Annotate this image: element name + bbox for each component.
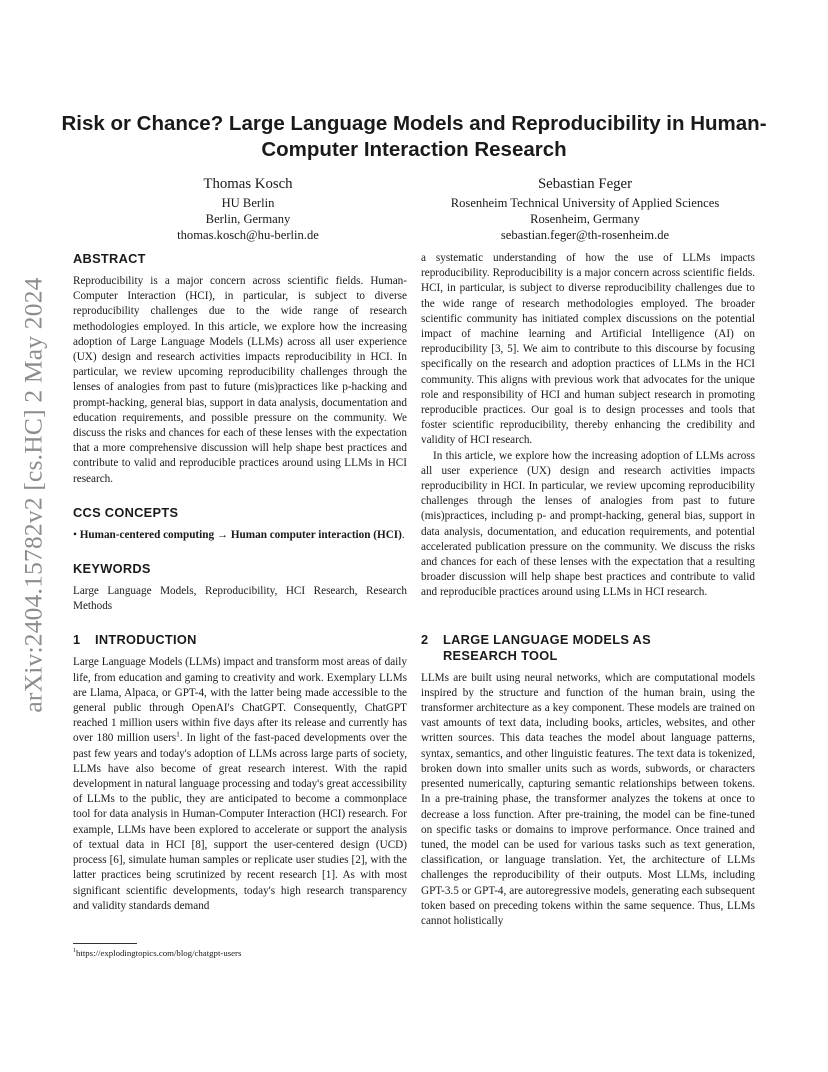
keywords-heading: KEYWORDS	[73, 561, 151, 577]
author-name: Sebastian Feger	[537, 176, 633, 192]
ccs-arrow: →	[216, 528, 229, 541]
ccs-period: .	[401, 528, 405, 541]
footnote-rule	[73, 943, 137, 944]
right-column	[421, 251, 755, 929]
footnote-link[interactable]: https://explodingtopics.com/blog/chatgpt-users	[76, 948, 242, 958]
author-location: Berlin, Germany	[205, 212, 291, 226]
abstract-text: Reproducibility is a major concern across scientific fields. Human-Computer Interaction (HCI), in particular, is subject to diverse reproducibility challenges due to the wide range of research methodologies employed. In this article, we explore how the increasing adoption of Large Language Models (LLMs) across all user experience (UX) design and research activities impacts reproducibility in HCI. In particular, we review upcoming reproducibility challenges through the lenses of analogies from past to future (mis)practices like p-hacking and prompt-hacking, general bias, support in data analysis, documentation and education requirements, and possible pressure on the community. We discuss the risks and chances for each of these lenses with the expectation that a more comprehensive discussion will help shape best practices and contribute to valid and reproducible practices around using LLMs in HCI research.	[73, 275, 407, 485]
introduction-heading	[73, 632, 407, 648]
author-email: thomas.kosch@hu-berlin.de	[177, 228, 319, 242]
keywords-text: Large Language Models, Reproducibility, HCI Research, Research Methods	[73, 585, 407, 613]
arxiv-identifier-text: arXiv:2404.15782v2 [cs.HC] 2 May 2024	[19, 277, 48, 713]
ccs-heading: CCS CONCEPTS	[73, 504, 179, 520]
section-number: 1	[73, 632, 81, 648]
ccs-subconcept: Human computer interaction (HCI)	[230, 528, 402, 541]
author-affiliation: HU Berlin	[221, 196, 275, 210]
footnote	[73, 948, 241, 959]
author-name: Thomas Kosch	[203, 176, 293, 192]
abstract-heading: ABSTRACT	[73, 251, 146, 266]
footnote-number: 1	[73, 948, 76, 955]
left-column	[73, 251, 407, 914]
section-number: 2	[421, 631, 429, 647]
section-2-paragraph: LLMs are built using neural networks, which are computational models inspired by the structure and function of the human brain, using the transformer architecture as a key component. These models are trained on vast amounts of text data, including books, articles, websites, and other written sources. This data teaches the model about language patterns, syntax, semantics, and other linguistic features. The text data is tokenized, broken down into smaller units such as words, subwords, or characters presented numerically, capturing semantic relationships between tokens. In a pre-training phase, the transformer analyzes the tokens at once to decrease a loss function. After pre-training, the model can be fine-tuned on specific tasks or domains to improve performance. Once trained and tuned, the model can be used for various tasks such as text generation, classification, or language translation. Yet, the architecture of LLMs challenges the reproducibility of their outputs. Most LLMs, including GPT-3.5 or GPT-4, are autoregressive models, generating each subsequent token based on preceding tokens within the same sequence. Thus, LLMs cannot holistically	[421, 671, 755, 927]
author-location: Rosenheim, Germany	[530, 212, 640, 226]
author-block	[420, 175, 750, 243]
author-block	[120, 175, 376, 243]
author-affiliation: Rosenheim Technical University of Applied Sciences	[450, 196, 720, 210]
section-title-line-2: RESEARCH TOOL	[443, 647, 558, 663]
ccs-concept: Human-centered computing	[79, 528, 215, 541]
introduction-paragraph: In this article, we explore how the increasing adoption of LLMs across all user experience (UX) design and research activities impacts reproducibility in HCI. In particular, we review upcoming reproducibility challenges through the lenses of analogies from past to future (mis)practices, including p- and prompt-hacking, general bias, support in data analysis, documentation, and education requirements, and potential accelerated publication pressure on the community. We discuss the risks and chances for each of these lenses with the expectation that a resulting broader discussion will help shape best practices and contribute to valid and reproducible practices around using LLMs in HCI research.	[421, 449, 755, 599]
introduction-paragraph-continued: a systematic understanding of how the use of LLMs impacts reproducibility. Reproducibility is a major concern across scientific fields. HCI, in particular, is subject to diverse reproducibility challenges due to the wide range of research methodologies employed. The broader scientific community has initiated complex discussions on the potential impact of machine learning and Artificial Intelligence (AI) on reproducibility [3, 5]. We aim to contribute to this discourse by focusing specifically on the research and adoption practices of LLMs in the HCI community. This aligns with previous work that advocates for the unique role and responsibility of HCI and human subject research in promoting reproducible practices. Our goal is to design processes and tools that foster scientific reproducibility, thereby enhancing the credibility and validity of HCI research.	[421, 252, 755, 447]
arxiv-identifier	[6, 260, 62, 730]
ccs-bullet: •	[73, 528, 77, 541]
author-email: sebastian.feger@th-rosenheim.de	[500, 228, 670, 242]
section-title: LARGE LANGUAGE MODELS AS	[443, 631, 651, 647]
ccs-concepts	[73, 528, 407, 543]
section-2-heading	[421, 632, 755, 664]
footnote-marker: 1	[176, 729, 180, 739]
introduction-paragraph: Large Language Models (LLMs) impact and transform most areas of daily life, from education and gaming to creativity and work. Exemplary LLMs are Llama, Alpaca, or GPT-4, with the latter being made accessible to the general public through OpenAI's ChatGPT. Consequently, ChatGPT reached 1 million users within five days after its release and currently has over 180 million users$^1$. In light of the fast-paced developments over the past few years and today's adoption of LLMs across large parts of society, LLMs have also become of great research interest. With the rapid development in natural language processing and today's great accessibility of LLMs to the public, they are anticipated to become a commonplace tool for data analysis in Human-Computer Interaction (HCI) research. For example, LLMs have been explored to accelerate or support the analysis of textual data in HCI [8], support the user-centered design (UCD) process [6], simulate human samples or replicate user studies [2], with the latter practices being scrutinized by recent research [1]. As with most significant scientific developments, today's high research transparency and validity standards demand	[73, 656, 408, 912]
section-title: INTRODUCTION	[95, 632, 197, 648]
paper-title: Risk or Chance? Large Language Models and Reproducibility in Human-Computer Interaction Research	[61, 112, 767, 161]
